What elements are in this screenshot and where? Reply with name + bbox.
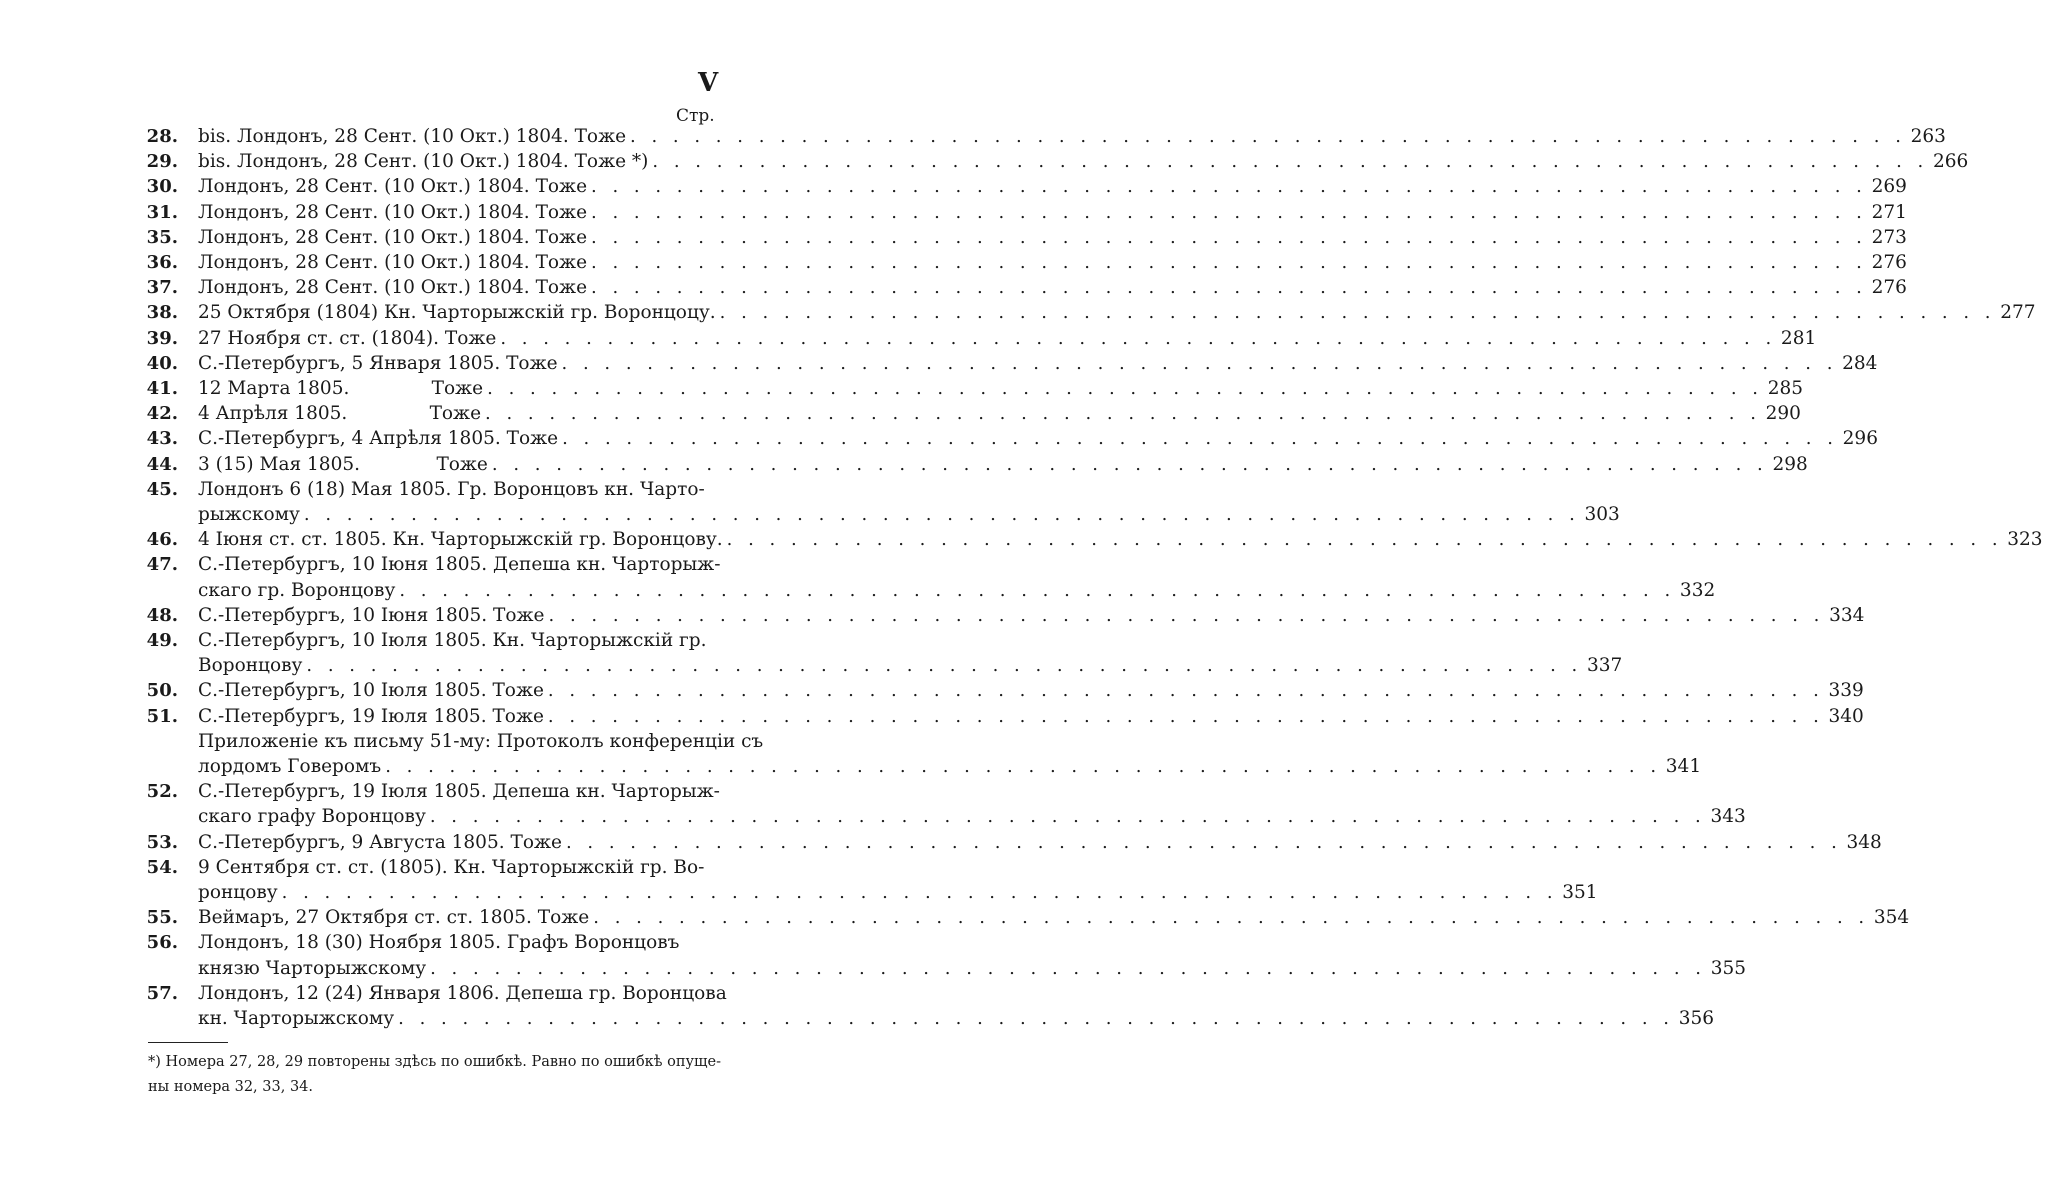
toc-entry-number: 42. xyxy=(146,403,178,425)
toc-entry-title: князю Чарторыжскому xyxy=(198,957,427,979)
toc-entry-title: Воронцову xyxy=(198,655,303,677)
toc-entry-title: 4 Іюня ст. ст. 1805. Кн. Чарторыжскій гр. Воронцову. xyxy=(198,529,723,551)
toc-entry-number: 55. xyxy=(146,907,178,929)
page-column-header: Стр. xyxy=(676,106,715,126)
toc-entry-title: 12 Марта 1805. Тоже xyxy=(198,378,484,399)
toc-entry-page: 323 xyxy=(2007,529,2043,551)
dot-leader: . . . . . . . . . . . . . . . . . . . . . . . . . . . . . . . . . . . . . . . . . . . . . . . . . . . . . . . . . . . . xyxy=(303,503,1580,525)
dot-leader: . . . . . . . . . . . . . . . . . . . . . . . . . . . . . . . . . . . . . . . . . . . . . . . . . . . . . . . . . . . . xyxy=(652,151,1929,173)
dot-leader: . . . . . . . . . . . . . . . . . . . . . . . . . . . . . . . . . . . . . . . . . . . . . . . . . . . . . . . . . . . . xyxy=(487,378,1764,399)
toc-entry-line xyxy=(198,174,1907,199)
dot-leader: . . . . . . . . . . . . . . . . . . . . . . . . . . . . . . . . . . . . . . . . . . . . . . . . . . . . . . . . . . . . xyxy=(565,831,1842,853)
toc-entry-page: 303 xyxy=(1584,503,1620,525)
toc-entry-page: 273 xyxy=(1871,226,1907,248)
toc-entry-line xyxy=(198,527,2043,552)
toc-entry-number: 37. xyxy=(146,277,178,299)
toc-entry-title: скаго графу Воронцову xyxy=(198,806,426,828)
dot-leader: . . . . . . . . . . . . . . . . . . . . . . . . . . . . . . . . . . . . . . . . . . . . . . . . . . . . . . . . . . . . xyxy=(547,705,1824,727)
toc-entry-line xyxy=(198,804,1746,829)
dot-leader: . . . . . . . . . . . . . . . . . . . . . . . . . . . . . . . . . . . . . . . . . . . . . . . . . . . . . . . . . . . . xyxy=(593,907,1870,929)
toc-entry-line xyxy=(198,477,722,502)
toc-entry-title: С.-Петербургъ, 4 Апрѣля 1805. Тоже xyxy=(198,428,559,450)
dot-leader: . . . . . . . . . . . . . . . . . . . . . . . . . . . . . . . . . . . . . . . . . . . . . . . . . . . . . . . . . . . . xyxy=(548,604,1825,626)
toc-entry-page: 269 xyxy=(1871,176,1907,198)
toc-entry-page: 340 xyxy=(1828,705,1864,727)
toc-entry-title: ронцову xyxy=(198,881,278,903)
toc-entry-line xyxy=(198,653,1623,678)
toc-entry-title: С.-Петербургъ, 10 Іюня 1805. Депеша кн. Чарторыж- xyxy=(198,554,721,576)
toc-entry-page: 355 xyxy=(1710,957,1746,979)
toc-entry-number: 41. xyxy=(146,378,178,399)
toc-entry-title: Лондонъ, 28 Сент. (10 Окт.) 1804. Тоже xyxy=(198,277,588,299)
toc-entry-title: 4 Апрѣля 1805. Тоже xyxy=(198,403,482,425)
toc-entry-line xyxy=(198,225,1907,250)
toc-entry-page: 276 xyxy=(1871,252,1907,273)
toc-entry-number: 49. xyxy=(146,630,178,651)
dot-leader: . . . . . . . . . . . . . . . . . . . . . . . . . . . . . . . . . . . . . . . . . . . . . . . . . . . . . . . . . . . . xyxy=(726,529,2003,551)
toc-entry-page: 276 xyxy=(1871,277,1907,299)
toc-entry-title: Лондонъ, 28 Сент. (10 Окт.) 1804. Тоже xyxy=(198,226,588,248)
toc-entry-number: 53. xyxy=(146,831,178,853)
page-number: V xyxy=(698,68,719,98)
dot-leader: . . . . . . . . . . . . . . . . . . . . . . . . . . . . . . . . . . . . . . . . . . . . . . . . . . . . . . . . . . . . xyxy=(562,428,1838,450)
toc-entry-title: Лондонъ, 28 Сент. (10 Окт.) 1804. Тоже xyxy=(198,176,588,198)
toc-entry-number: 51. xyxy=(146,705,178,727)
toc-entry-page: 271 xyxy=(1871,201,1907,223)
toc-entry-number: 35. xyxy=(146,226,178,248)
dot-leader: . . . . . . . . . . . . . . . . . . . . . . . . . . . . . . . . . . . . . . . . . . . . . . . . . . . . . . . . . . . . xyxy=(591,201,1867,223)
toc-entry-title: С.-Петербургъ, 19 Іюля 1805. Депеша кн. Чарторыж- xyxy=(198,781,720,803)
toc-entry-page: 341 xyxy=(1665,755,1702,777)
toc-entry-title: 9 Сентября ст. ст. (1805). Кн. Чарторыжскій гр. Во- xyxy=(198,856,705,878)
toc-entry-title: Приложеніе къ письму 51-му: Протоколъ конференціи съ xyxy=(198,730,764,752)
toc-entry-line xyxy=(198,754,1702,779)
toc-entry-number: 38. xyxy=(146,302,178,324)
toc-entry-page: 348 xyxy=(1846,831,1882,853)
dot-leader: . . . . . . . . . . . . . . . . . . . . . . . . . . . . . . . . . . . . . . . . . . . . . . . . . . . . . . . . . . . . xyxy=(385,755,1662,777)
toc-entry-line xyxy=(198,1006,1715,1031)
dot-leader: . . . . . . . . . . . . . . . . . . . . . . . . . . . . . . . . . . . . . . . . . . . . . . . . . . . . . . . . . . . . xyxy=(485,403,1761,425)
toc-entry-title: рыжскому xyxy=(198,503,300,525)
toc-entry-line xyxy=(198,401,1801,426)
toc-entry-page: 339 xyxy=(1828,680,1864,702)
toc-entry-line xyxy=(198,200,1907,225)
toc-entry-line xyxy=(198,552,722,577)
dot-leader: . . . . . . . . . . . . . . . . . . . . . . . . . . . . . . . . . . . . . . . . . . . . . . . . . . . . . . . . . . . . xyxy=(591,252,1867,273)
toc-entry-title: Лондонъ, 28 Сент. (10 Окт.) 1804. Тоже xyxy=(198,252,588,273)
toc-entry-title: С.-Петербургъ, 19 Іюля 1805. Тоже xyxy=(198,705,544,727)
toc-entry-line xyxy=(198,930,722,955)
toc-entry-page: 266 xyxy=(1932,151,1969,173)
toc-entry-line xyxy=(198,351,1878,376)
footnote-line: *) Номера 27, 28, 29 повторены здѣсь по ошибкѣ. Равно по ошибкѣ опуще- xyxy=(148,1054,721,1070)
dot-leader: . . . . . . . . . . . . . . . . . . . . . . . . . . . . . . . . . . . . . . . . . . . . . . . . . . . . . . . . . . . . xyxy=(281,881,1558,903)
toc-entry-page: 351 xyxy=(1562,881,1598,903)
footnote-line: ны номера 32, 33, 34. xyxy=(148,1079,314,1095)
dot-leader: . . . . . . . . . . . . . . . . . . . . . . . . . . . . . . . . . . . . . . . . . . . . . . . . . . . . . . . . . . . . xyxy=(398,1007,1675,1029)
toc-entry-page: 356 xyxy=(1678,1007,1715,1029)
toc-entry-number: 47. xyxy=(146,554,178,576)
toc-entry-line xyxy=(198,275,1907,300)
toc-entry-line xyxy=(198,250,1907,275)
toc-entry-title: Лондонъ, 12 (24) Января 1806. Депеша гр. Воронцова xyxy=(198,982,727,1004)
toc-entry-number: 29. xyxy=(146,151,178,173)
toc-entry-title: bis. Лондонъ, 28 Сент. (10 Окт.) 1804. Тоже *) xyxy=(198,151,649,173)
toc-entry-title: С.-Петербургъ, 9 Августа 1805. Тоже xyxy=(198,831,562,853)
toc-entry-page: 277 xyxy=(2000,302,2036,324)
toc-entry-title: С.-Петербургъ, 10 Іюля 1805. Тоже xyxy=(198,680,544,702)
toc-entry-title: С.-Петербургъ, 10 Іюня 1805. Тоже xyxy=(198,604,545,626)
toc-entry-line xyxy=(198,326,1817,351)
toc-entry-line xyxy=(198,704,1864,729)
dot-leader: . . . . . . . . . . . . . . . . . . . . . . . . . . . . . . . . . . . . . . . . . . . . . . . . . . . . . . . . . . . . xyxy=(500,327,1777,349)
toc-entry-number: 36. xyxy=(146,252,178,273)
toc-entry-title: Лондонъ, 28 Сент. (10 Окт.) 1804. Тоже xyxy=(198,201,588,223)
toc-entry-page: 334 xyxy=(1829,604,1865,626)
dot-leader: . . . . . . . . . . . . . . . . . . . . . . . . . . . . . . . . . . . . . . . . . . . . . . . . . . . . . . . . . . . . xyxy=(591,176,1867,198)
toc-entry-number: 57. xyxy=(146,982,178,1004)
dot-leader: . . . . . . . . . . . . . . . . . . . . . . . . . . . . . . . . . . . . . . . . . . . . . . . . . . . . . . . . . . . . xyxy=(561,352,1838,374)
dot-leader: . . . . . . . . . . . . . . . . . . . . . . . . . . . . . . . . . . . . . . . . . . . . . . . . . . . . . . . . . . . . xyxy=(719,302,1996,324)
toc-entry-number: 45. xyxy=(146,478,178,500)
toc-entry-number: 43. xyxy=(146,428,178,450)
toc-entry-line xyxy=(198,905,1910,930)
toc-entry-title: 3 (15) Мая 1805. Тоже xyxy=(198,453,488,475)
toc-entry-number: 44. xyxy=(146,453,178,475)
toc-entry-page: 285 xyxy=(1767,378,1804,399)
toc-entry-page: 343 xyxy=(1710,806,1746,828)
toc-entry-line xyxy=(198,578,1716,603)
toc-entry-title: Веймаръ, 27 Октября ст. ст. 1805. Тоже xyxy=(198,907,590,929)
dot-leader: . . . . . . . . . . . . . . . . . . . . . . . . . . . . . . . . . . . . . . . . . . . . . . . . . . . . . . . . . . . . xyxy=(630,126,1906,147)
toc-entry-title: кн. Чарторыжскому xyxy=(198,1007,395,1029)
toc-entry-page: 354 xyxy=(1873,907,1910,929)
toc-entry-page: 263 xyxy=(1910,126,1946,147)
toc-entry-number: 46. xyxy=(146,529,178,551)
toc-entry-line xyxy=(198,376,1804,401)
toc-entry-number: 50. xyxy=(146,680,178,702)
toc-entry-number: 48. xyxy=(146,604,178,626)
toc-entry-title: скаго гр. Воронцову xyxy=(198,579,396,601)
toc-entry-page: 284 xyxy=(1842,352,1878,374)
dot-leader: . . . . . . . . . . . . . . . . . . . . . . . . . . . . . . . . . . . . . . . . . . . . . . . . . . . . . . . . . . . . xyxy=(430,957,1706,979)
toc-entry-title: Лондонъ 6 (18) Мая 1805. Гр. Воронцовъ кн. Чарто- xyxy=(198,478,705,500)
toc-entry-page: 332 xyxy=(1679,579,1716,601)
dot-leader: . . . . . . . . . . . . . . . . . . . . . . . . . . . . . . . . . . . . . . . . . . . . . . . . . . . . . . . . . . . . xyxy=(491,453,1768,475)
toc-entry-number: 31. xyxy=(146,201,178,223)
toc-entry-line xyxy=(198,956,1746,981)
toc-entry-number: 40. xyxy=(146,352,178,374)
toc-entry-page: 290 xyxy=(1765,403,1801,425)
toc-entry-line xyxy=(198,452,1808,477)
toc-entry-page: 337 xyxy=(1586,655,1623,677)
footnote xyxy=(148,1050,744,1100)
footnote-divider xyxy=(148,1042,228,1043)
toc-entry-title: 27 Ноября ст. ст. (1804). Тоже xyxy=(198,327,497,349)
toc-entry-line xyxy=(198,502,1620,527)
toc-entry-page: 296 xyxy=(1842,428,1878,450)
toc-entry-title: С.-Петербургъ, 10 Іюля 1805. Кн. Чарторыжскій гр. xyxy=(198,630,707,651)
dot-leader: . . . . . . . . . . . . . . . . . . . . . . . . . . . . . . . . . . . . . . . . . . . . . . . . . . . . . . . . . . . . xyxy=(547,680,1824,702)
toc-entry-line xyxy=(198,149,1969,174)
dot-leader: . . . . . . . . . . . . . . . . . . . . . . . . . . . . . . . . . . . . . . . . . . . . . . . . . . . . . . . . . . . . xyxy=(306,655,1583,677)
toc-entry-line xyxy=(198,981,727,1006)
toc-entry-number: 30. xyxy=(146,176,178,198)
toc-entry-number: 39. xyxy=(146,327,178,349)
toc-entry-page: 281 xyxy=(1780,327,1817,349)
toc-entry-number: 28. xyxy=(146,126,178,147)
toc-entry-number: 56. xyxy=(146,932,178,954)
toc-entry-number: 54. xyxy=(146,856,178,878)
toc-entry-line xyxy=(198,880,1598,905)
dot-leader: . . . . . . . . . . . . . . . . . . . . . . . . . . . . . . . . . . . . . . . . . . . . . . . . . . . . . . . . . . . . xyxy=(429,806,1706,828)
toc-entry-title: лордомъ Говеромъ xyxy=(198,755,382,777)
dot-leader: . . . . . . . . . . . . . . . . . . . . . . . . . . . . . . . . . . . . . . . . . . . . . . . . . . . . . . . . . . . . xyxy=(591,277,1867,299)
toc-entry-line xyxy=(198,729,764,754)
toc-entry-line xyxy=(198,830,1882,855)
toc-entry-line xyxy=(198,124,1946,149)
toc-entry-title: bis. Лондонъ, 28 Сент. (10 Окт.) 1804. Тоже xyxy=(198,126,627,147)
toc-entry-title: Лондонъ, 18 (30) Ноября 1805. Графъ Воронцовъ xyxy=(198,932,680,954)
toc-entry-title: С.-Петербургъ, 5 Января 1805. Тоже xyxy=(198,352,558,374)
toc-entry-line xyxy=(198,628,722,653)
toc-entry-line xyxy=(198,855,722,880)
dot-leader: . . . . . . . . . . . . . . . . . . . . . . . . . . . . . . . . . . . . . . . . . . . . . . . . . . . . . . . . . . . . xyxy=(399,579,1676,601)
toc-entry-line xyxy=(198,678,1864,703)
dot-leader: . . . . . . . . . . . . . . . . . . . . . . . . . . . . . . . . . . . . . . . . . . . . . . . . . . . . . . . . . . . . xyxy=(591,226,1867,248)
toc-entry-line xyxy=(198,603,1865,628)
toc-entry-number: 52. xyxy=(146,781,178,803)
toc-entry-line xyxy=(198,779,722,804)
toc-entry-line xyxy=(198,426,1878,451)
toc-entry-title: 25 Октября (1804) Кн. Чарторыжскій гр. Воронцоцу. xyxy=(198,302,716,324)
toc-entry-line xyxy=(198,300,2036,325)
toc-entry-page: 298 xyxy=(1772,453,1808,475)
